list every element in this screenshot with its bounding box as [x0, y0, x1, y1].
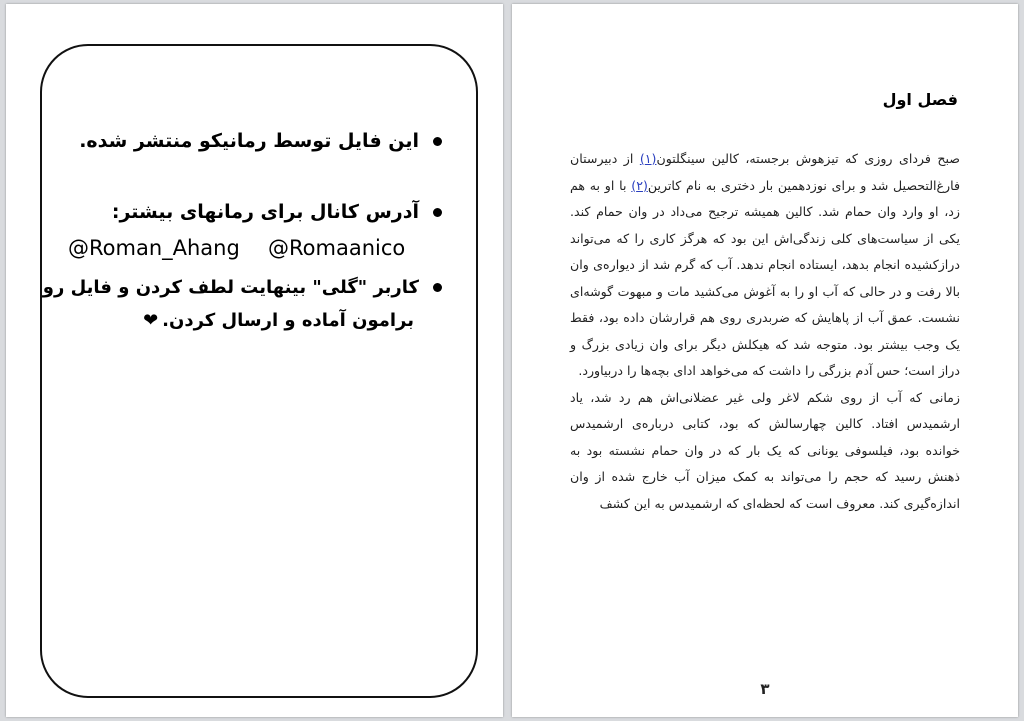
publisher-notice	[79, 130, 442, 152]
credit-note	[43, 277, 442, 298]
paragraph-text: از دبیرستان فارغ‌التحصیل شد و برای نوزدهمین بار دختری به نام کاترین	[570, 151, 960, 193]
publisher-notice-text: این فایل توسط رمانیکو منتشر شده.	[79, 130, 419, 152]
credit-note-line2: برامون آماده و ارسال کردن.	[162, 310, 414, 331]
paragraph: زمانی که آب از روی شکم لاغر ولی غیر عضلانی‌اش هم رد شد، یاد ارشمیدس افتاد. کالین چهارسالش که بود، کتابی درباره‌ی ارشمیدس خوانده بود، فیلسوفی یونانی که یک بار که در وان حمام نشسته بود به ذهنش رسید که حجم را می‌تواند به کمک میزان آب خارج شده از وان اندازه‌گیری کند. معروف است که لحظه‌ای که ارشمیدس به این کشف	[570, 389, 960, 511]
bullet-icon	[433, 137, 442, 146]
notice-list	[42, 46, 476, 696]
right-page	[512, 4, 1018, 717]
credit-note-continuation	[143, 310, 414, 331]
credit-note-line1: کاربر "گلی" بینهایت لطف کردن و فایل رو	[42, 277, 419, 298]
chapter-title: فصل اول	[882, 90, 958, 109]
bullet-icon	[433, 208, 442, 217]
heart-icon: ❤	[143, 310, 159, 331]
page-number: ۳	[760, 680, 770, 698]
rounded-frame	[40, 44, 478, 698]
paragraph	[570, 146, 960, 385]
body-text	[570, 146, 960, 517]
bullet-icon	[433, 283, 442, 292]
footnote-link-2[interactable]: (۲)	[631, 177, 648, 193]
paragraph-text: صبح فردای روزی که تیزهوش برجسته، کالین سینگلتون	[656, 151, 961, 166]
channel-address-text: آدرس کانال برای رمانهای بیشتر:	[111, 201, 419, 223]
channel-address	[112, 201, 442, 223]
handle-roman-ahang[interactable]: @Roman_Ahang	[68, 236, 240, 260]
paragraph-text: با او به هم زد، او وارد وان حمام شد. کالین همیشه ترجیح می‌داد در وان حمام کند. یکی از سیاست‌های کلی زندگی‌اش این بود که هرگز کاری را که می‌تواند درازکشیده انجام بدهد، ایستاده انجام ندهد. آب که گرم شد از دیواره‌ی وان بالا رفت و در حالی که آب او را به آغوش می‌کشید مات و مبهوت گوشه‌ای نشست. عمق آب از پاهایش که ضربدری روی هم قرارشان داده بود، فقط یک وجب بیشتر بود. متوجه شد که هیکلش دیگر برای وان زیادی بزرگ و دراز است؛ حس آدم بزرگی را داشت که می‌خواهد ادای بچه‌ها را دربیاورد.	[570, 177, 960, 378]
handle-romaanico[interactable]: @Romaanico	[268, 236, 406, 260]
left-page	[6, 4, 503, 717]
footnote-link-1[interactable]: (۱)	[639, 151, 657, 166]
